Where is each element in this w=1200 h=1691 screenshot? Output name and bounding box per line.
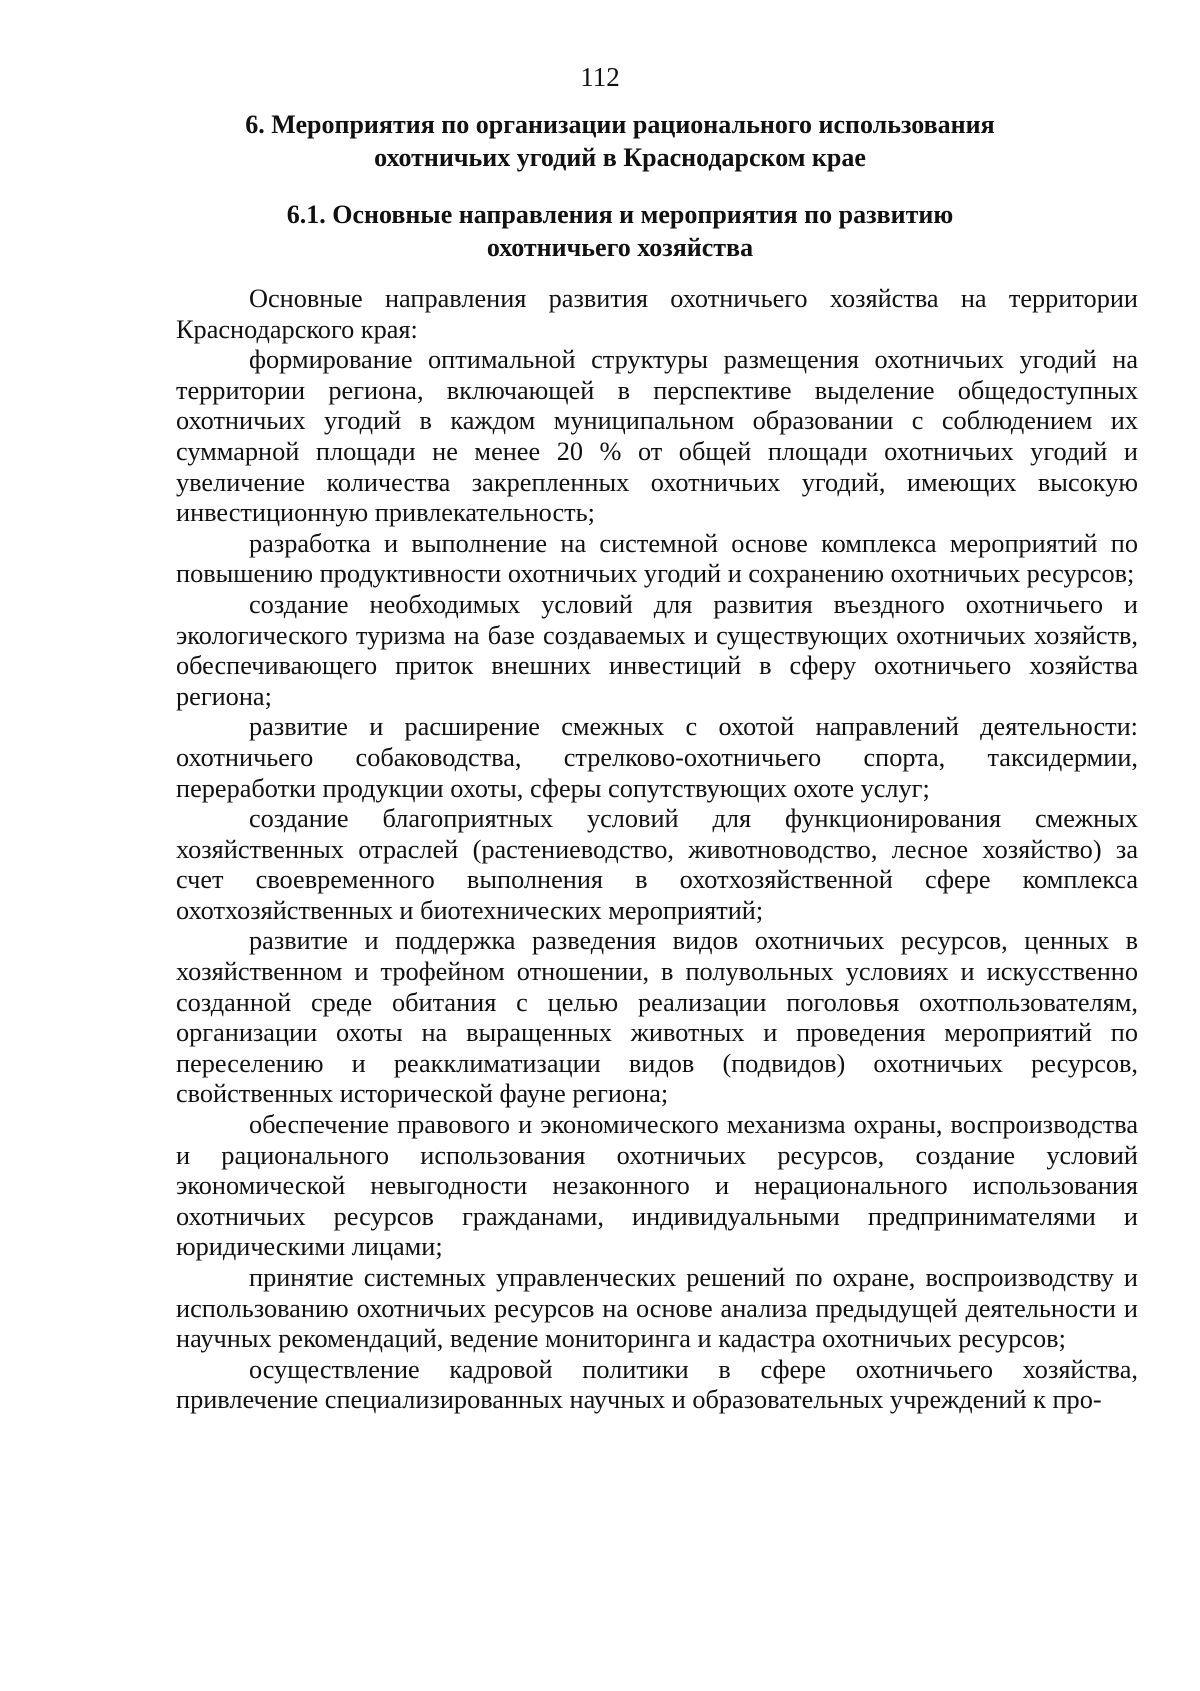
list-item: развитие и поддержка разведения видов охотничьих ресурсов, ценных в хозяйственном и трофейном отношении, в полувольных условиях и искусственно созданной среде обитания с целью реализации поголовья охотпользователям, организации охоты на выращенных животных и проведения мероприятий по переселению и реакклиматизации видов (подвидов) охотничьих ресурсов, свойственных исторической фауне региона; (176, 926, 1138, 1109)
list-item: осуществление кадровой политики в сфере охотничьего хозяйства, привлечение специализированных научных и образовательных учреждений к про- (176, 1354, 1138, 1415)
section-heading-line-2: охотничьих угодий в Краснодарском крае (374, 143, 866, 172)
list-item: создание благоприятных условий для функционирования смежных хозяйственных отраслей (растениеводство, животноводство, лесное хозяйство) за счет своевременного выполнения в охотхозяйственной сфере комплекса охотхозяйственных и биотехнических мероприятий; (176, 804, 1138, 925)
list-item: разработка и выполнение на системной основе комплекса мероприятий по повышению продуктивности охотничьих угодий и сохранению охотничьих ресурсов; (176, 528, 1138, 589)
list-item: создание необходимых условий для развития въездного охотничьего и экологического туризма на базе создаваемых и существующих охотничьих хозяйств, обеспечивающего приток внешних инвестиций в сферу охотничьего хозяйства региона; (176, 589, 1138, 711)
list-item: обеспечение правового и экономического механизма охраны, воспроизводства и рационального использования охотничьих ресурсов, создание условий экономической невыгодности незаконного и нерационального использования охотничьих ресурсов гражданами, индивидуальными предпринимателями и юридическими лицами; (176, 1110, 1138, 1262)
list-item: развитие и расширение смежных с охотой направлений деятельности: охотничьего собаководства, стрелково-охотничьего спорта, таксидермии, переработки продукции охоты, сферы сопутствующих охоте услуг; (176, 712, 1138, 803)
list-item: принятие системных управленческих решений по охране, воспроизводству и использованию охотничьих ресурсов на основе анализа предыдущей деятельности и научных рекомендаций, ведение мониторинга и кадастра охотничьих ресурсов; (176, 1263, 1138, 1354)
section-heading-line-1: 6. Мероприятия по организации рационального использования (245, 110, 995, 139)
subsection-heading (180, 198, 1060, 264)
section-heading (180, 108, 1060, 174)
subsection-heading-line-1: 6.1. Основные направления и мероприятия по развитию (286, 200, 954, 229)
list-item: формирование оптимальной структуры размещения охотничьих угодий на территории региона, включающей в перспективе выделение общедоступных охотничьих угодий в каждом муниципальном образовании с соблюдением их суммарной площади не менее 20 % от общей площади охотничьих угодий и увеличение количества закрепленных охотничьих угодий, имеющих высокую инвестиционную привлекательность; (176, 345, 1138, 528)
subsection-heading-line-2: охотничьего хозяйства (486, 233, 754, 262)
paragraph-intro: Основные направления развития охотничьего хозяйства на территории Краснодарского края: (176, 284, 1138, 344)
page-number: 112 (580, 62, 620, 92)
body-text (176, 284, 1138, 1416)
